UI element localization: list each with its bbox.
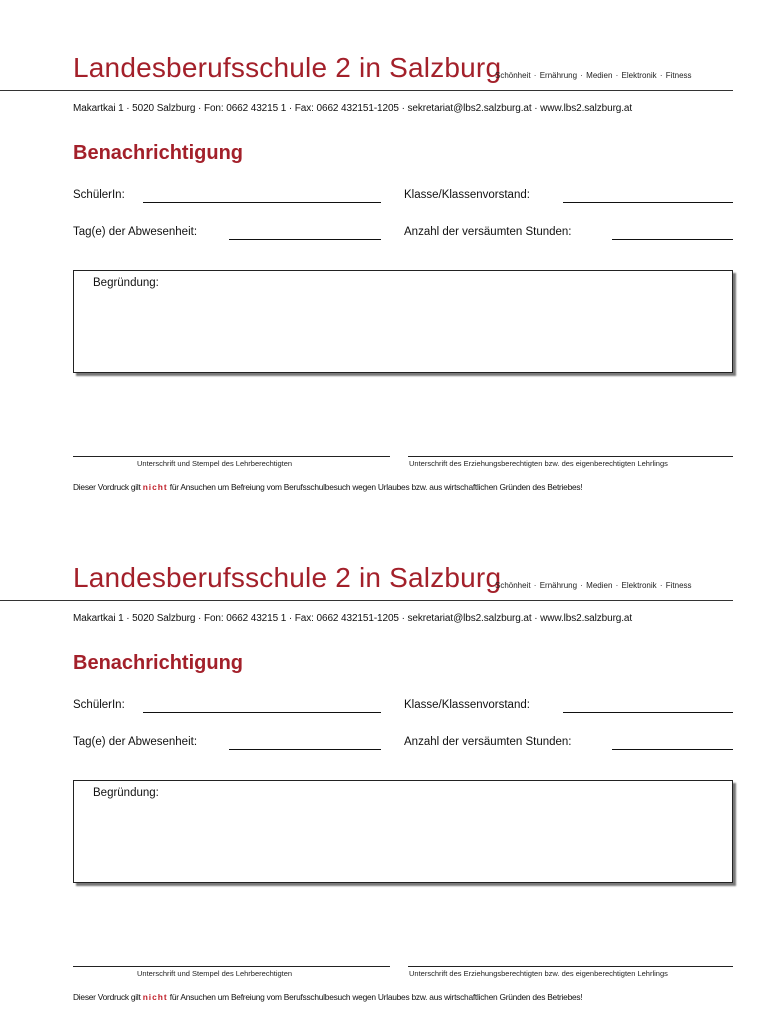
form-heading: Benachrichtigung — [73, 142, 244, 164]
absence-days-label: Tag(e) der Abwesenheit: — [73, 226, 198, 238]
missed-hours-label: Anzahl der versäumten Stunden: — [404, 226, 572, 238]
class-field[interactable] — [563, 712, 733, 713]
notice-before: Dieser Vordruck gilt — [73, 482, 143, 492]
missed-hours-label: Anzahl der versäumten Stunden: — [404, 736, 572, 748]
guardian-signature-caption: Unterschrift des Erziehungsberechtigten bzw. des eigenberechtigten Lehrlings — [409, 969, 668, 978]
header-divider — [0, 600, 733, 601]
missed-hours-field[interactable] — [612, 239, 733, 240]
reason-label: Begründung: — [93, 277, 159, 289]
school-name: Landesberufsschule 2 in Salzburg — [73, 562, 502, 593]
class-label: Klasse/Klassenvorstand: — [404, 189, 530, 201]
class-label: Klasse/Klassenvorstand: — [404, 699, 530, 711]
teacher-signature-line[interactable] — [73, 966, 390, 967]
reason-box[interactable] — [73, 270, 733, 373]
notice-text — [73, 482, 733, 492]
notice-after: für Ansuchen um Befreiung vom Berufsschulbesuch wegen Urlaubes bzw. aus wirtschaftlichen Gründen des Betriebes! — [167, 482, 583, 492]
contact-line: Makartkai 1 · 5020 Salzburg · Fon: 0662 43215 1 · Fax: 0662 432151-1205 · sekretariat@lbs2.salzburg.at · www.lbs2.salzburg.at — [73, 103, 633, 114]
reason-label: Begründung: — [93, 787, 159, 799]
teacher-signature-caption: Unterschrift und Stempel des Lehrberechtigten — [137, 459, 293, 468]
notice-before: Dieser Vordruck gilt — [73, 992, 143, 1002]
guardian-signature-caption: Unterschrift des Erziehungsberechtigten bzw. des eigenberechtigten Lehrlings — [409, 459, 668, 468]
contact-line: Makartkai 1 · 5020 Salzburg · Fon: 0662 43215 1 · Fax: 0662 432151-1205 · sekretariat@lbs2.salzburg.at · www.lbs2.salzburg.at — [73, 613, 633, 624]
absence-days-field[interactable] — [229, 239, 381, 240]
school-subjects: Schönheit · Ernährung · Medien · Elektronik · Fitness — [495, 71, 692, 80]
student-label: SchülerIn: — [73, 189, 125, 201]
form-heading: Benachrichtigung — [73, 652, 244, 674]
absence-days-field[interactable] — [229, 749, 381, 750]
notice-emphasis: nicht — [142, 482, 168, 492]
guardian-signature-line[interactable] — [408, 456, 733, 457]
guardian-signature-line[interactable] — [408, 966, 733, 967]
notification-form-2 — [0, 510, 770, 1022]
notice-after: für Ansuchen um Befreiung vom Berufsschulbesuch wegen Urlaubes bzw. aus wirtschaftlichen Gründen des Betriebes! — [167, 992, 583, 1002]
student-field[interactable] — [143, 712, 381, 713]
notice-text — [73, 992, 733, 1002]
student-field[interactable] — [143, 202, 381, 203]
absence-days-label: Tag(e) der Abwesenheit: — [73, 736, 198, 748]
student-label: SchülerIn: — [73, 699, 125, 711]
notice-emphasis: nicht — [142, 992, 168, 1002]
missed-hours-field[interactable] — [612, 749, 733, 750]
school-name: Landesberufsschule 2 in Salzburg — [73, 52, 502, 83]
class-field[interactable] — [563, 202, 733, 203]
teacher-signature-caption: Unterschrift und Stempel des Lehrberechtigten — [137, 969, 293, 978]
reason-box[interactable] — [73, 780, 733, 883]
teacher-signature-line[interactable] — [73, 456, 390, 457]
header-divider — [0, 90, 733, 91]
school-subjects: Schönheit · Ernährung · Medien · Elektronik · Fitness — [495, 581, 692, 590]
